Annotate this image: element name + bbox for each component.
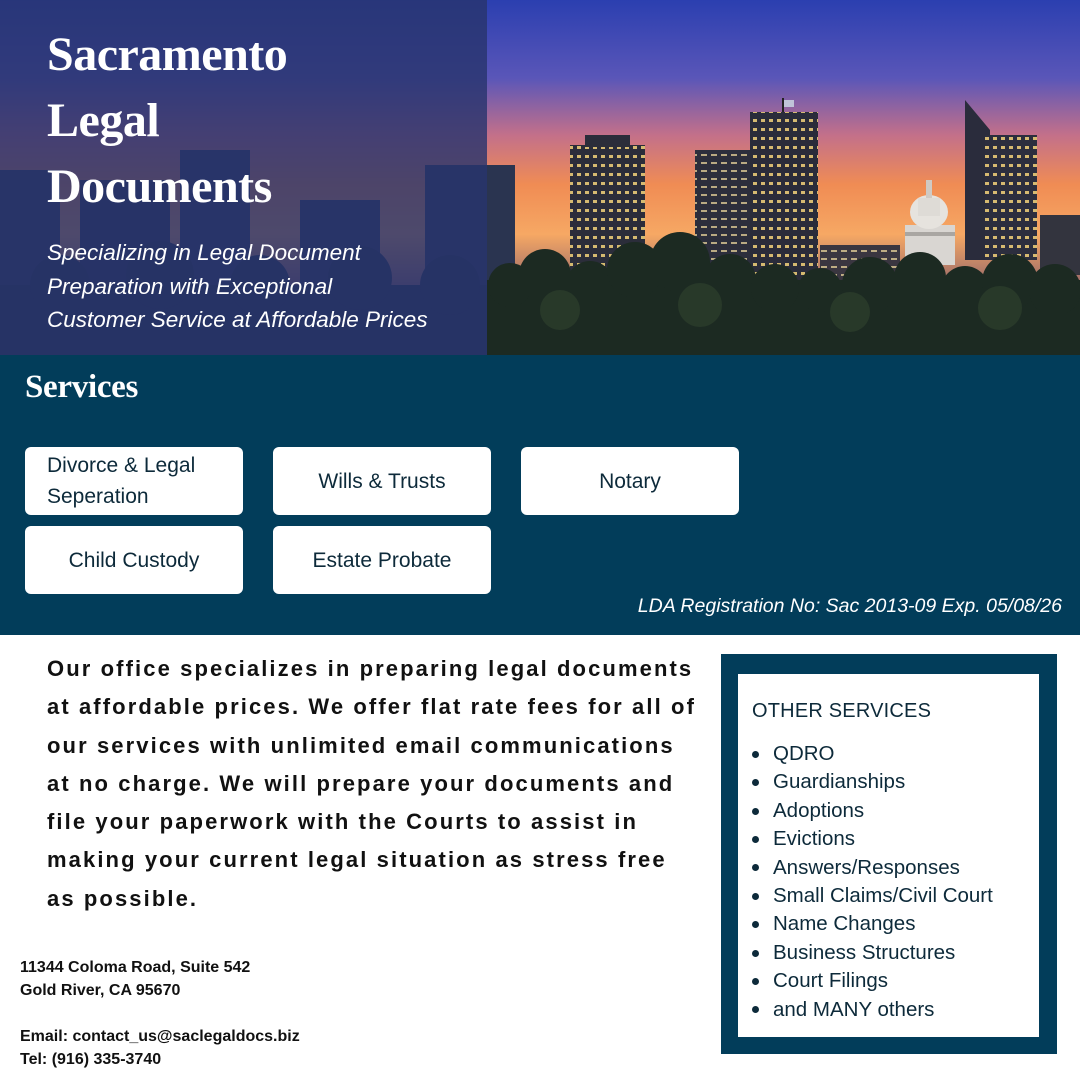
list-item-label: QDRO (773, 742, 835, 765)
services-section (0, 355, 1080, 635)
bullet-icon (752, 808, 759, 815)
bullet-icon (752, 864, 759, 871)
brand-line-1: Sacramento (47, 28, 288, 81)
list-item-label: Answers/Responses (773, 855, 960, 879)
list-item-label: Business Structures (773, 940, 956, 964)
bullet-icon (752, 779, 759, 786)
other-services-list (752, 740, 993, 1024)
bullet-icon (752, 950, 759, 957)
list-item (752, 910, 993, 938)
email-line[interactable]: Email: contact_us@saclegaldocs.biz (20, 1028, 300, 1045)
other-services-heading: OTHER SERVICES (752, 700, 932, 722)
list-item-label: Court Filings (773, 969, 889, 993)
bullet-icon (752, 921, 759, 928)
service-button-wills-trusts[interactable] (273, 447, 491, 515)
bullet-icon (752, 893, 759, 900)
about-paragraph: Our office specializes in preparing legal documents at affordable prices. We offer flat rate fees for all of our services with unlimited email communications at no charge. We will prepare your documents and file your paperwork with the Courts to assist in making your current legal situation as stress free as possible. (47, 656, 696, 911)
brand-line-3: Documents (47, 160, 272, 213)
list-item (752, 825, 993, 853)
bullet-icon (752, 1006, 759, 1013)
address-line-2: Gold River, CA 95670 (20, 982, 181, 999)
phone-line[interactable]: Tel: (916) 335-3740 (20, 1051, 162, 1068)
other-services-card (738, 674, 1039, 1037)
list-item-label: Name Changes (773, 912, 916, 936)
contact-spacer (20, 1002, 420, 1025)
service-button-divorce[interactable] (25, 447, 243, 515)
hero-banner (0, 0, 1080, 355)
service-button-label: Child Custody (68, 548, 200, 572)
list-item (752, 996, 993, 1024)
list-item (752, 882, 993, 910)
list-item (752, 768, 993, 796)
services-heading: Services (25, 369, 139, 405)
brand-line-2: Legal (47, 94, 160, 147)
list-item (752, 740, 993, 768)
other-services-frame (721, 654, 1057, 1054)
service-button-child-custody[interactable] (25, 526, 243, 594)
bullet-icon (752, 751, 759, 758)
service-button-notary[interactable] (521, 447, 739, 515)
lda-registration: LDA Registration No: Sac 2013-09 Exp. 05/08/26 (637, 595, 1062, 617)
service-button-estate-probate[interactable] (273, 526, 491, 594)
service-button-label: Estate Probate (312, 548, 452, 572)
tagline-line-3: Customer Service at Affordable Prices (47, 307, 428, 332)
list-item (752, 797, 993, 825)
address-line-1: 11344 Coloma Road, Suite 542 (20, 959, 251, 976)
list-item (752, 967, 993, 995)
list-item (752, 854, 993, 882)
list-item-label: Small Claims/Civil Court (773, 884, 993, 908)
hero-overlay-panel (0, 0, 487, 355)
contact-info (20, 956, 420, 1071)
tagline-line-2: Preparation with Exceptional (47, 273, 333, 299)
service-button-label: Divorce & Legal Seperation (47, 454, 196, 508)
list-item-label: Guardianships (773, 770, 906, 794)
tagline (47, 236, 477, 337)
list-item-label: Adoptions (773, 798, 865, 822)
bullet-icon (752, 978, 759, 985)
service-button-label: Wills & Trusts (318, 469, 446, 493)
tagline-line-1: Specializing in Legal Document (47, 240, 361, 265)
brand-title (47, 22, 467, 220)
service-button-label: Notary (599, 469, 661, 493)
list-item-label: and MANY others (773, 997, 935, 1021)
list-item-label: Evictions (773, 827, 856, 851)
list-item (752, 939, 993, 967)
bullet-icon (752, 836, 759, 843)
